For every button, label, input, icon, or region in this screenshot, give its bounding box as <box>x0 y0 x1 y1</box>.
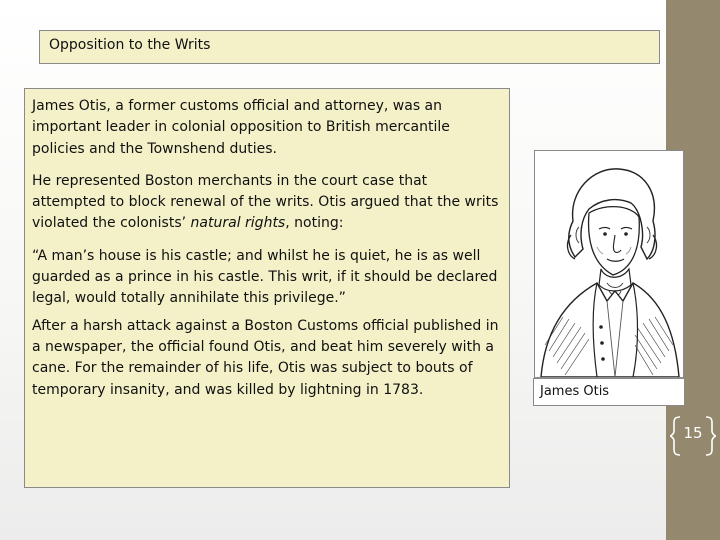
natural-rights-emphasis: natural rights <box>190 215 286 232</box>
paragraph-quote <box>32 246 503 310</box>
paragraph-court-case-text: He represented Boston merchants in the court case that attempted to block renewal of the writs. Otis argued that the writs violated the colonists’ <box>32 172 499 232</box>
paragraph-attack-text: After a harsh attack against a Boston Customs official published in a newspaper, the official found Otis, and beat him severely with a cane. For the remainder of his life, Otis was subject to bouts of temporary insanity, and was killed by lightning in 1783. <box>32 317 499 398</box>
paragraph-otis-intro-text: James Otis, a former customs official and attorney, was an important leader in colonial opposition to British mercantile policies and the Townshend duties. <box>32 98 450 157</box>
portrait-drawing <box>535 151 683 377</box>
slide-title: Opposition to the Writs <box>49 37 211 53</box>
page-number-badge <box>670 414 716 458</box>
paragraph-quote-text: “A man’s house is his castle; and whilst he is quiet, he is as well guarded as a prince in his castle. This writ, if it should be declared legal, would totally annihilate this privilege.” <box>32 247 498 307</box>
paragraph-court-case <box>32 171 503 235</box>
paragraph-court-case-ending: , noting: <box>285 215 344 232</box>
image-caption-box <box>533 378 685 406</box>
paragraph-attack <box>32 316 503 401</box>
image-caption: James Otis <box>540 384 610 399</box>
body-text-box <box>24 88 510 488</box>
page-number: 15 <box>683 424 703 442</box>
paragraph-otis-intro <box>32 96 503 160</box>
title-box <box>39 30 660 64</box>
portrait-image <box>534 150 684 378</box>
